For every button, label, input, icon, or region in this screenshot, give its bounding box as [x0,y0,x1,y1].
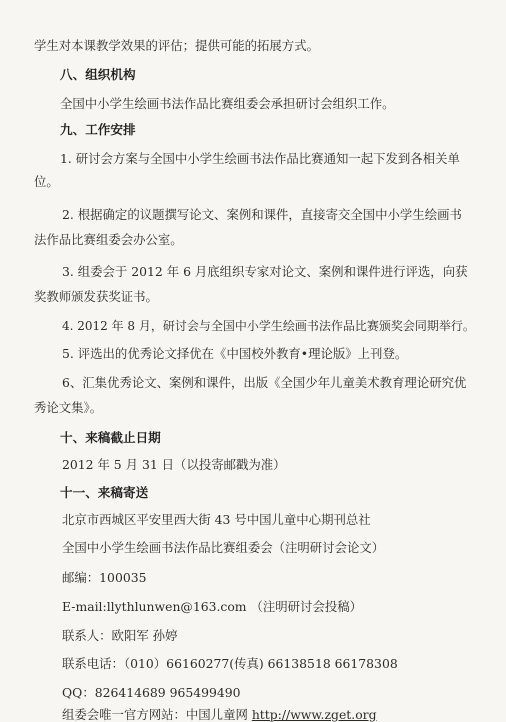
text-line: 3. 组委会于 2012 年 6 月底组织专家对论文、案例和课件进行评选，向获 [62,264,468,279]
website-line [62,709,377,720]
text-line: 全国中小学生绘画书法作品比赛组委会承担研讨会组织工作。 [60,96,395,111]
text-line: 5. 评选出的优秀论文择优在《中国校外教育•理论版》上刊登。 [62,346,408,361]
text-line: 法作品比赛组委会办公室。 [34,232,183,247]
address-line: 北京市西城区平安里西大街 43 号中国儿童中心期刊总社 [62,512,371,527]
text-line: 学生对本课教学效果的评估；提供可能的拓展方式。 [34,38,319,53]
text-line: 2. 根据确定的议题撰写论文、案例和课件，直接寄交全国中小学生绘画书 [62,207,462,222]
website-link[interactable]: http://www.zget.org [251,707,377,722]
text-line: 奖教师颁发获奖证书。 [34,289,158,304]
email-line: E-mail:llythlunwen@163.com （注明研讨会投稿） [62,599,363,614]
section-heading-work-arrangement: 九、工作安排 [60,122,136,137]
section-heading-submission: 十一、来稿寄送 [60,485,149,500]
postcode-line: 邮编：100035 [62,570,147,585]
text-line: 秀论文集》。 [34,400,103,415]
recipient-line: 全国中小学生绘画书法作品比赛组委会（注明研讨会论文） [62,540,385,555]
phone-line: 联系电话：（010）66160277(传真) 66138518 66178308 [62,656,398,671]
deadline-date: 2012 年 5 月 31 日（以投寄邮戳为准） [62,457,286,472]
qq-line: QQ：826414689 965499490 [62,685,241,700]
contact-person-line: 联系人：欧阳军 孙婷 [62,628,178,643]
section-heading-deadline: 十、来稿截止日期 [60,430,161,445]
section-heading-organization: 八、组织机构 [60,67,136,82]
website-label: 组委会唯一官方网站：中国儿童网 [62,707,252,722]
text-line: 6、汇集优秀论文、案例和课件，出版《全国少年儿童美术教育理论研究优 [62,375,467,390]
text-line: 1. 研讨会方案与全国中小学生绘画书法作品比赛通知一起下发到各相关单 [60,151,460,166]
text-line: 位。 [34,174,59,189]
text-line: 4. 2012 年 8 月，研讨会与全国中小学生绘画书法作品比赛颁奖会同期举行。 [62,319,475,333]
